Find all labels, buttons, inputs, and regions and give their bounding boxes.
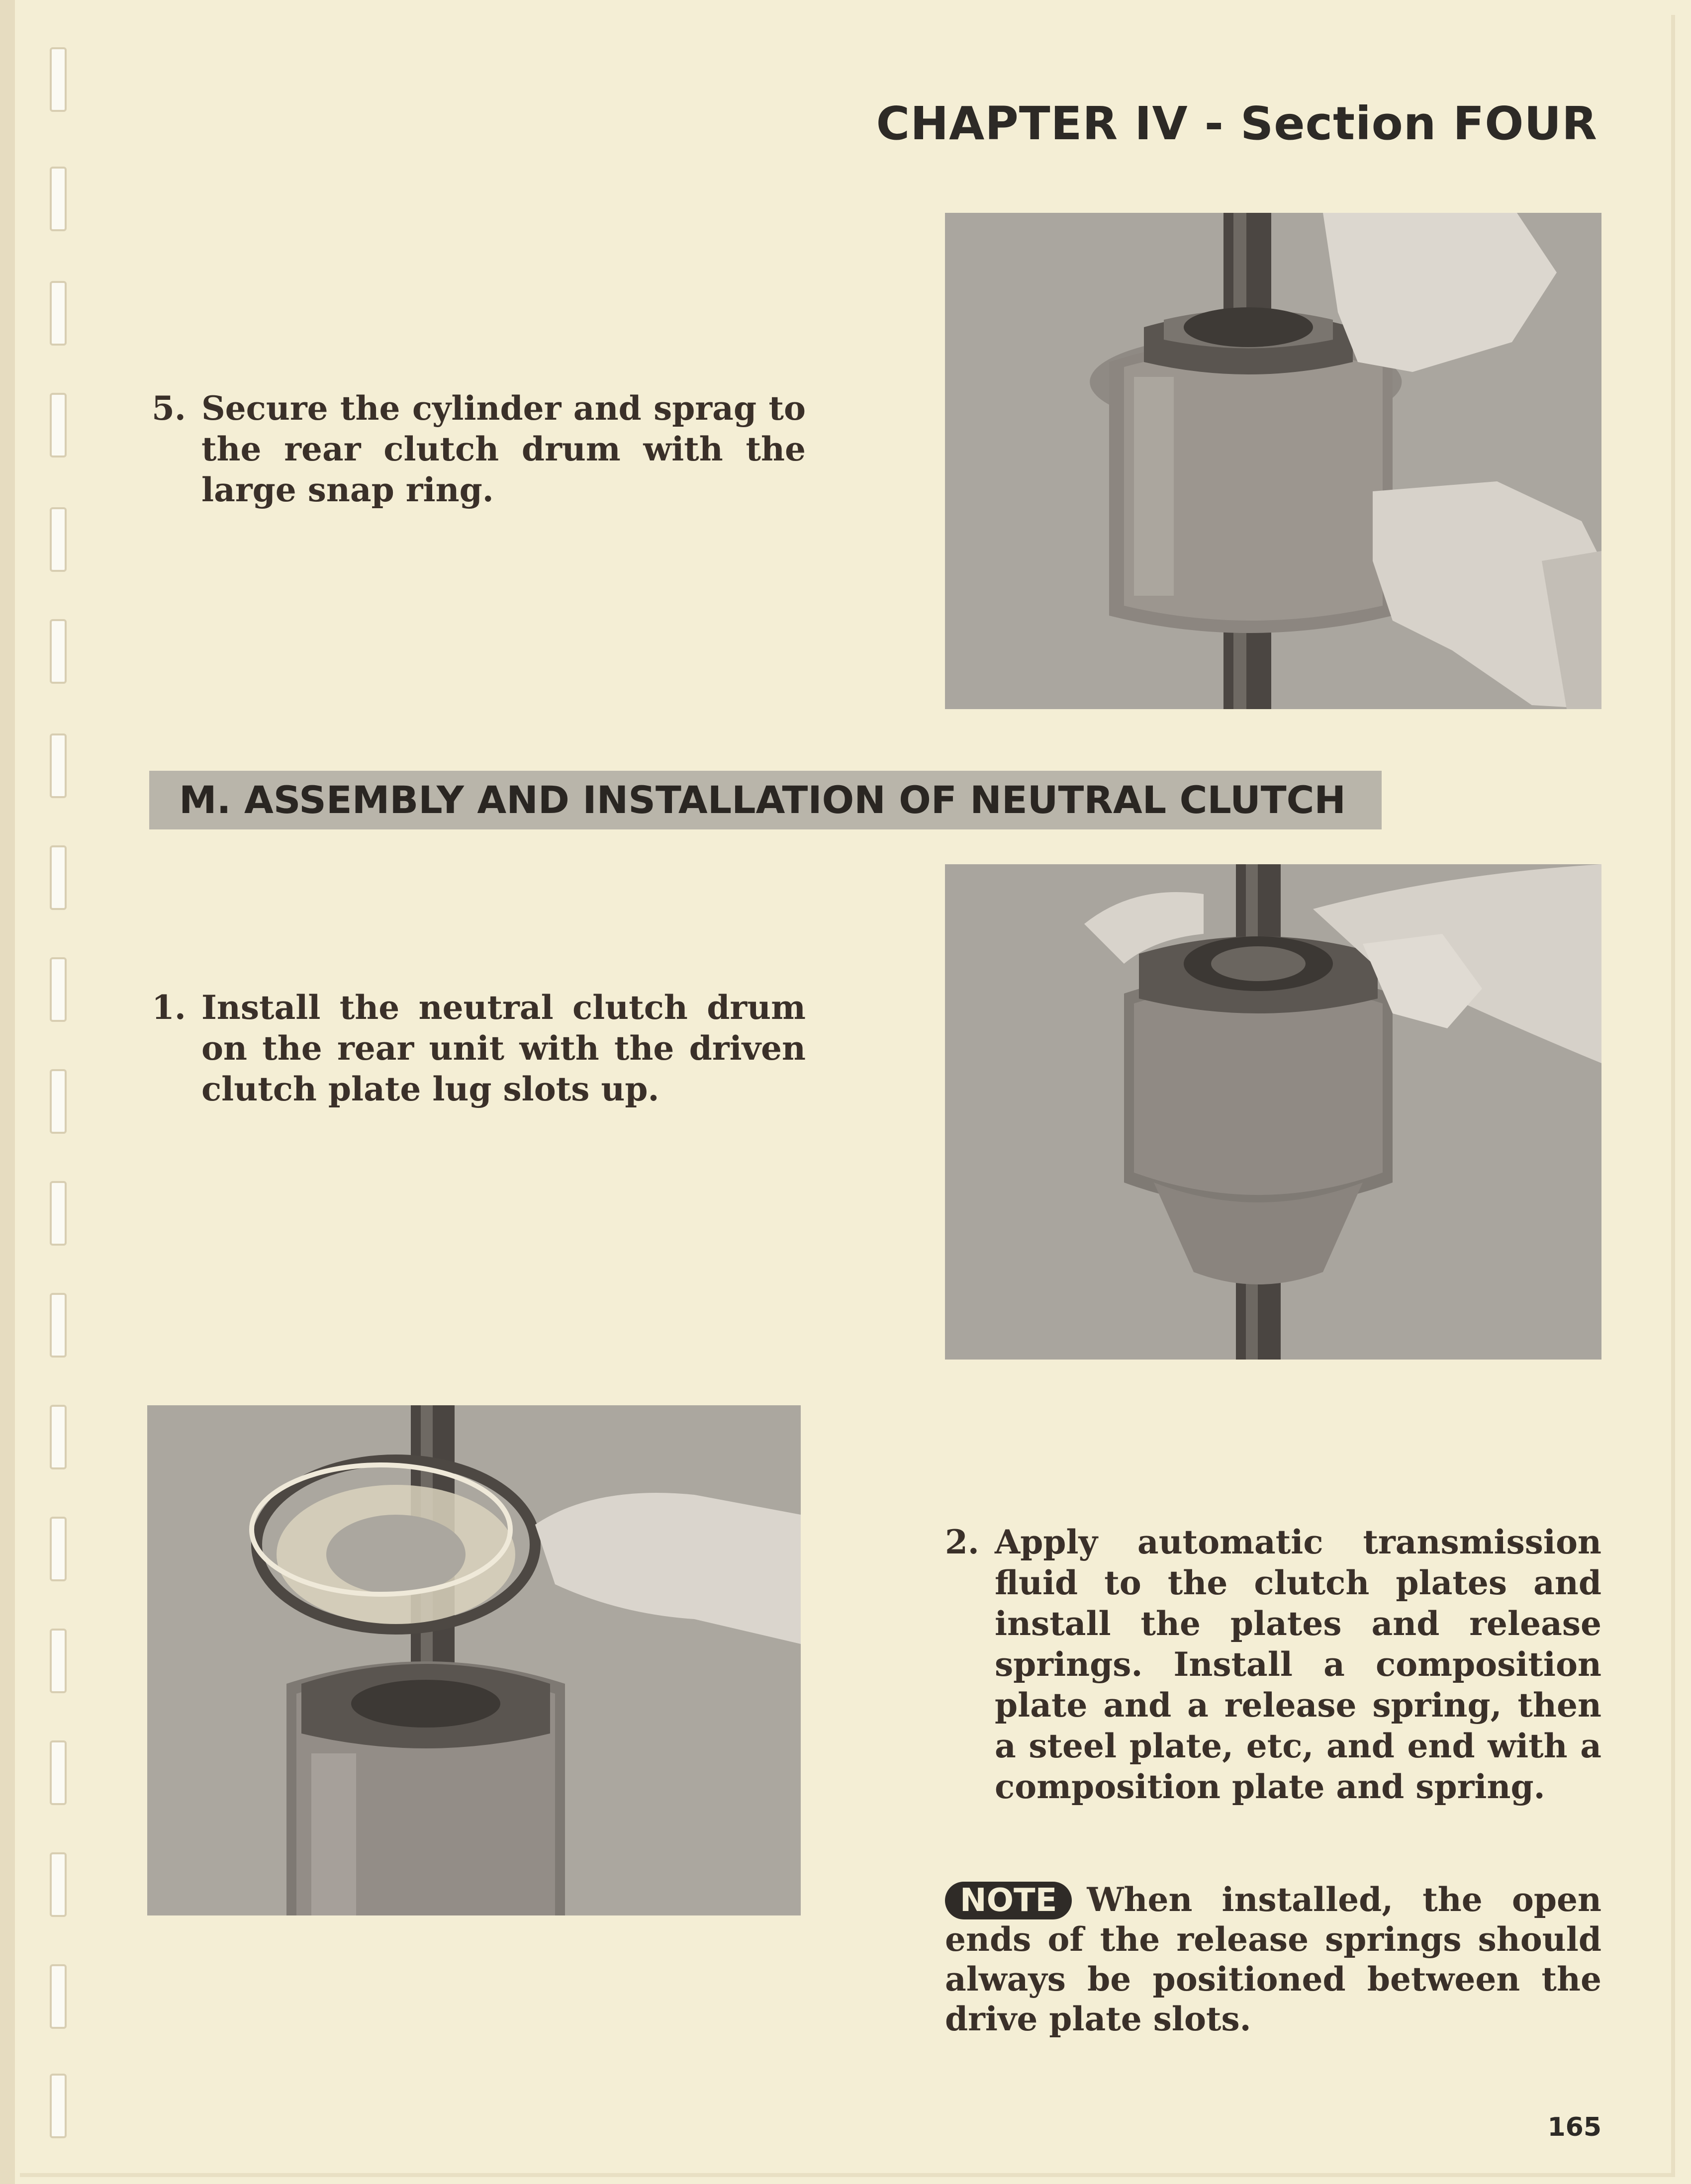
binder-hole — [50, 1181, 67, 1246]
binder-hole — [50, 619, 67, 684]
binder-hole — [50, 957, 67, 1022]
step-number: 1. — [152, 988, 186, 1027]
binder-hole — [50, 393, 67, 457]
step-5-instruction — [152, 388, 806, 510]
page-number: 165 — [1547, 2112, 1601, 2142]
binder-hole — [50, 507, 67, 572]
section-heading: M. ASSEMBLY AND INSTALLATION OF NEUTRAL CLUTCH — [149, 771, 1382, 829]
step-text: Apply automatic transmission fluid to the clutch plates and install the plates and release springs. Install a composition plate and a release spring, then a steel plate, etc, and end with a composition plate and spring. — [995, 1523, 1601, 1806]
binder-hole — [50, 1964, 67, 2029]
step-2-instruction — [945, 1522, 1601, 1807]
step-number: 2. — [945, 1523, 979, 1561]
note-block — [945, 1880, 1601, 2039]
step-text: Install the neutral clutch drum on the rear unit with the driven clutch plate lug slots up. — [201, 988, 806, 1108]
note-badge: NOTE — [945, 1882, 1072, 1919]
binder-hole — [50, 733, 67, 798]
note-text: When installed, the open ends of the release springs should always be positioned between the drive plate slots. — [945, 1880, 1601, 2038]
chapter-section-title: CHAPTER IV - Section FOUR — [876, 97, 1597, 150]
binder-hole — [50, 1069, 67, 1134]
binder-hole — [50, 1740, 67, 1805]
binder-hole — [50, 1293, 67, 1358]
page-edge — [0, 0, 15, 2184]
binder-hole — [50, 1517, 67, 1581]
photo-installing-neutral-clutch-drum — [945, 864, 1601, 1360]
photo-installing-clutch-plates — [147, 1405, 801, 1915]
step-number: 5. — [152, 389, 186, 428]
photo-illustration — [945, 213, 1601, 709]
binder-hole — [50, 845, 67, 910]
photo-illustration — [147, 1405, 801, 1915]
binder-hole — [50, 1629, 67, 1693]
binder-hole — [50, 1852, 67, 1917]
photo-securing-cylinder-snap-ring — [945, 213, 1601, 709]
photo-illustration — [945, 864, 1601, 1360]
step-text: Secure the cylinder and sprag to the rear clutch drum with the large snap ring. — [201, 389, 806, 509]
binder-hole — [50, 167, 67, 231]
binder-hole — [50, 2074, 67, 2138]
binder-hole — [50, 1405, 67, 1469]
step-1-instruction — [152, 987, 806, 1109]
binder-hole — [50, 47, 67, 112]
binder-hole — [50, 281, 67, 346]
